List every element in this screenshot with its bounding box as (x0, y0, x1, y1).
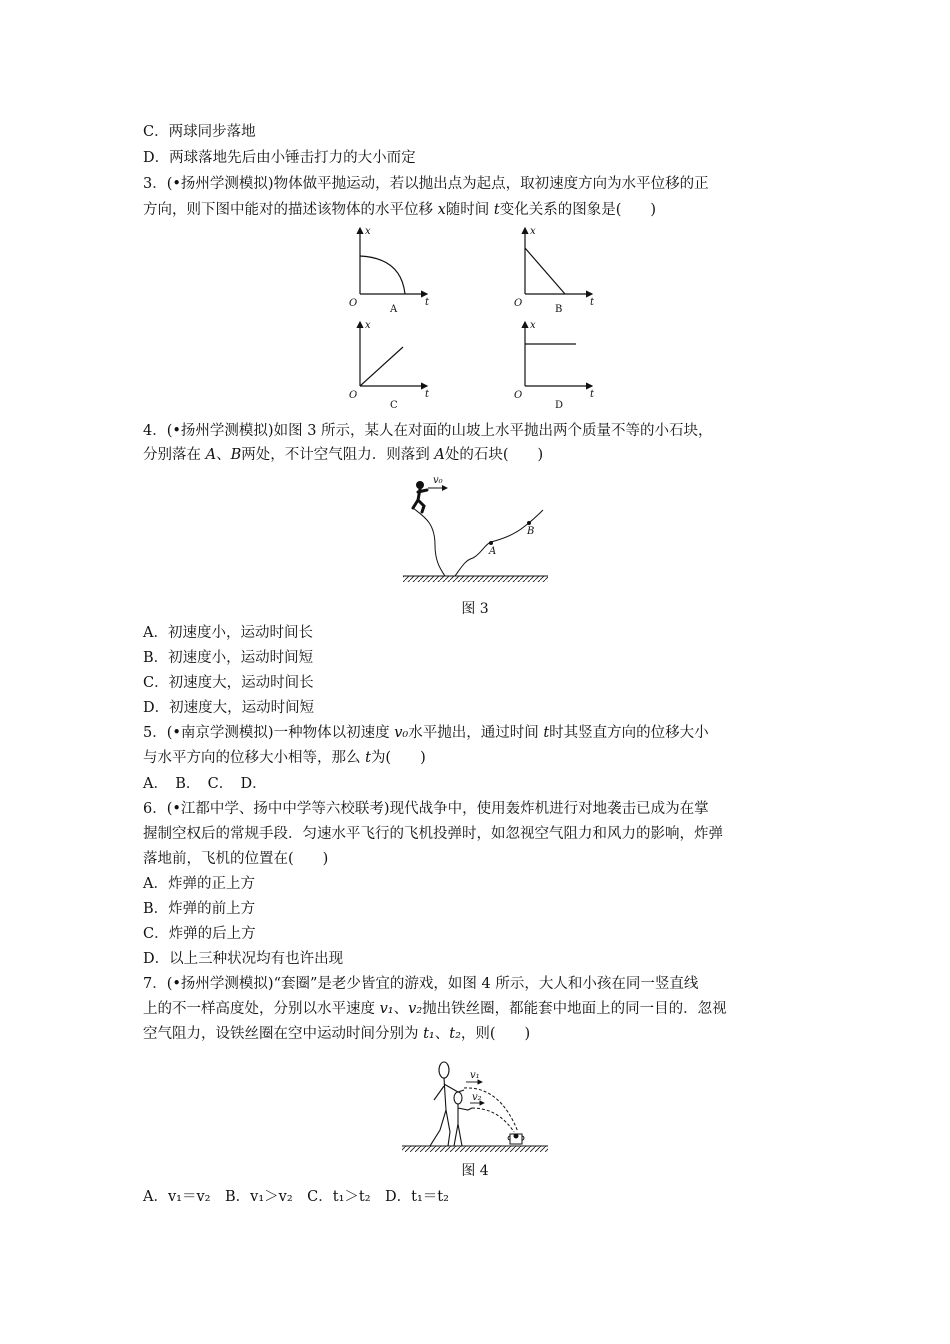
q5-options: A． B． C． D． (143, 776, 267, 792)
figure-4-caption: 图 4 (461, 1163, 489, 1179)
q5-stem-line2: 与水平方向的位移大小相等，那么 t为( ) (143, 750, 426, 766)
graph-d-origin: O (514, 390, 523, 401)
graph-d-caption: D (555, 400, 564, 411)
q4-option-b: B．初速度小，运动时间短 (143, 650, 314, 666)
point-a-marker (489, 541, 493, 545)
graph-b-y-label: x (530, 226, 536, 237)
graph-c (345, 316, 445, 411)
graph-c-x-label: t (425, 389, 430, 400)
graph-a-x-label: t (425, 297, 430, 308)
q4-stem-line1: 4．(•扬州学测模拟)如图 3 所示，某人在对面的山坡上水平抛出两个质量不等的小石块， (143, 423, 713, 439)
figure-3-caption: 图 3 (461, 601, 489, 617)
q5-stem-line1: 5．(•南京学测模拟)一种物体以初速度 v₀水平抛出，通过时间 t时其竖直方向的位移大小 (143, 725, 709, 741)
q7-options: A．v₁＝v₂ B．v₁＞v₂ C．t₁＞t₂ D．t₁＝t₂ (143, 1189, 449, 1205)
q6-stem-line1: 6．(•江都中学、扬中中学等六校联考)现代战争中，使用轰炸机进行对地袭击已成为在掌 (143, 801, 709, 817)
q4-stem-line2: 分别落在 A、B两处，不计空气阻力．则落到 A处的石块( ) (143, 447, 544, 463)
thrower-figure (413, 481, 427, 512)
graph-d (510, 316, 610, 411)
q6-option-d: D．以上三种状况均有也许出现 (143, 951, 344, 967)
graph-d-y-label: x (530, 320, 536, 331)
q6-option-a: A．炸弹的正上方 (143, 876, 255, 892)
q2-option-c: C．两球同步落地 (143, 124, 256, 140)
figure-3-point-a: A (489, 546, 497, 557)
child-figure (454, 1092, 472, 1146)
graph-b-caption: B (555, 304, 563, 314)
figure-4-v1-label: v₁ (470, 1070, 480, 1081)
q6-stem-line2: 握制空权后的常规手段．匀速水平飞行的飞机投弹时，如忽视空气阻力和风力的影响，炸弹 (143, 826, 723, 842)
figure-3-v0-label: v₀ (433, 475, 443, 486)
figure-4-ring-toss (400, 1052, 550, 1154)
graph-b-origin: O (514, 298, 523, 309)
figure-3-point-b: B (527, 526, 535, 537)
q4-option-d: D．初速度大，运动时间短 (143, 700, 315, 716)
figure-3-hillside (395, 470, 555, 584)
graph-c-y-label: x (365, 320, 371, 331)
q6-option-c: C．炸弹的后上方 (143, 926, 256, 942)
q3-stem-line2: 方向，则下图中能对的描述该物体的水平位移 x随时间 t变化关系的图象是( ) (143, 202, 657, 218)
graph-a (345, 222, 445, 314)
q4-option-c: C．初速度大，运动时间长 (143, 675, 314, 691)
q4-option-a: A．初速度小，运动时间长 (143, 625, 313, 641)
graph-a-origin: O (349, 298, 358, 309)
q3-stem-line1: 3．(•扬州学测模拟)物体做平抛运动，若以抛出点为起点，取初速度方向为水平位移的正 (143, 176, 709, 192)
graph-a-y-label: x (365, 226, 371, 237)
q7-stem-line1: 7．(•扬州学测模拟)“套圈”是老少皆宜的游戏，如图 4 所示，大人和小孩在同一竖直线 (143, 976, 699, 992)
q6-option-b: B．炸弹的前上方 (143, 901, 256, 917)
graph-c-caption: C (390, 400, 398, 411)
figure-4-v2-label: v₂ (472, 1092, 482, 1103)
graph-b (510, 222, 610, 314)
graph-d-x-label: t (590, 389, 595, 400)
q7-stem-line2: 上的不一样高度处，分别以水平速度 v₁、v₂抛出铁丝圈，都能套中地面上的同一目的．忽视 (143, 1001, 727, 1017)
graph-a-caption: A (390, 304, 398, 314)
graph-b-x-label: t (590, 297, 595, 308)
q6-stem-line3: 落地前，飞机的位置在( ) (143, 851, 329, 867)
point-b-marker (527, 521, 531, 525)
target-object (508, 1134, 524, 1145)
graph-c-origin: O (349, 390, 358, 401)
q7-stem-line3: 空气阻力，设铁丝圈在空中运动时间分别为 t₁、t₂，则( ) (143, 1026, 531, 1042)
q2-option-d: D．两球落地先后由小锤击打力的大小而定 (143, 150, 416, 166)
